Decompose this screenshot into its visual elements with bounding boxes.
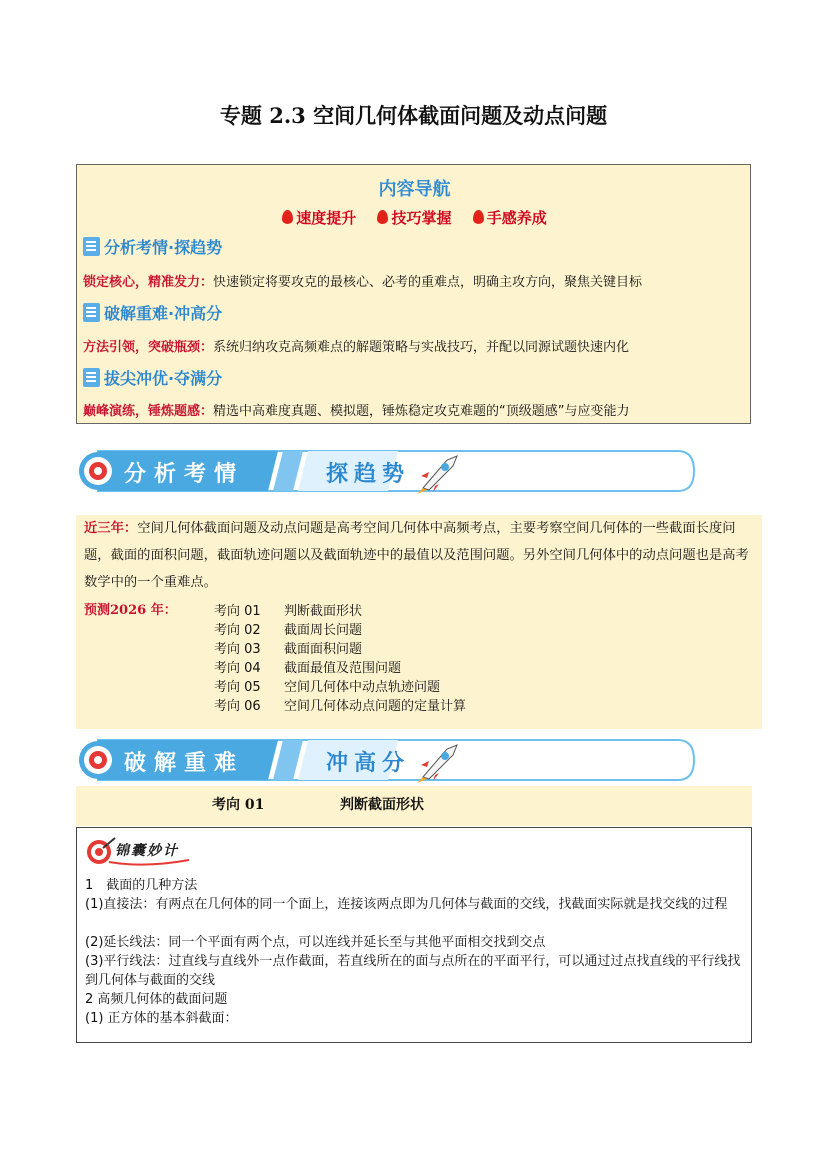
book-icon (83, 237, 100, 256)
nav-section-line: 方法引领，突破瓶颈：系统归纳攻克高频难点的解题策略与实战技巧，并配以同源试题快速内化 (83, 340, 630, 355)
nav-tag: 手感养成 (473, 207, 547, 228)
tip-line: (3)平行线法：过直线与直线外一点作截面，若直线所在的面与点所在的平面平行，可以通过过点找直线的平行线找到几何体与截面的交线 (85, 954, 741, 988)
forecast-item: 考向 06 空间几何体动点问题的定量计算 (214, 699, 467, 714)
banner-analysis (78, 448, 696, 494)
banner-right-text: 探趋势 (326, 461, 411, 487)
book-icon (83, 303, 100, 322)
banner-right-text: 冲高分 (326, 750, 411, 776)
nav-heading: 内容导航 (378, 179, 451, 200)
tip-line: 1 截面的几种方法 (85, 878, 198, 893)
forecast-item: 考向 02 截面周长问题 (214, 623, 363, 638)
tips-logo-text: 锦囊妙计 (115, 843, 179, 859)
forecast-item: 考向 05 空间几何体中动点轨迹问题 (214, 680, 441, 695)
banner-breakthrough (78, 737, 696, 783)
book-icon (83, 368, 100, 387)
flame-icon (377, 210, 388, 224)
forecast-item: 考向 04 截面最值及范围问题 (214, 661, 402, 676)
tips-box (76, 827, 752, 1043)
tips-logo (85, 834, 195, 868)
nav-tags (77, 207, 752, 228)
topic-number: 考向 01 (212, 797, 265, 813)
banner-left-text: 分析考情 (124, 461, 245, 487)
forecast-label: 预测2026 年： (84, 603, 177, 618)
nav-section-line: 锁定核心，精准发力：快速锁定将要攻克的最核心、必考的重难点，明确主攻方向，聚焦关键目标 (83, 275, 643, 290)
nav-section-head: 拔尖冲优·夺满分 (83, 366, 222, 389)
page-title: 专题 2.3 空间几何体截面问题及动点问题 (219, 103, 608, 128)
topic-bar (76, 786, 752, 826)
nav-section-head: 破解重难·冲高分 (83, 301, 222, 324)
topic-name: 判断截面形状 (340, 797, 424, 813)
flame-icon (473, 210, 484, 224)
nav-section-head: 分析考情·探趋势 (83, 235, 222, 258)
tip-line: (2)延长线法：同一个平面有两个点，可以连线并延长至与其他平面相交找到交点 (85, 935, 546, 950)
analysis-paragraph: 近三年：空间几何体截面问题及动点问题是高考空间几何体中高频考点，主要考察空间几何体的一些截面长度问题，截面的面积问题，截面轨迹问题以及截面轨迹中的最值以及范围问题。另外空间几何体中的动点问题也是高考数学中的一个重难点。 (84, 521, 749, 590)
forecast-item: 考向 01 判断截面形状 (214, 604, 363, 619)
tip-line: 2 高频几何体的截面问题 (85, 992, 228, 1007)
forecast-item: 考向 03 截面面积问题 (214, 642, 363, 657)
tip-line: (1)直接法：有两点在几何体的同一个面上，连接该两点即为几何体与截面的交线，找截面实际就是找交线的过程 (85, 897, 728, 912)
banner-left-text: 破解重难 (124, 750, 245, 776)
flame-icon (282, 210, 293, 224)
tip-line: (1) 正方体的基本斜截面： (85, 1011, 238, 1026)
nav-tag: 技巧掌握 (377, 207, 451, 228)
analysis-box (76, 515, 762, 729)
nav-section-line: 巅峰演练，锤炼题感：精选中高难度真题、模拟题，锤炼稳定攻克难题的“顶级题感”与应变能力 (83, 404, 630, 419)
content-navigation-box (76, 164, 751, 424)
nav-tag: 速度提升 (282, 207, 356, 228)
